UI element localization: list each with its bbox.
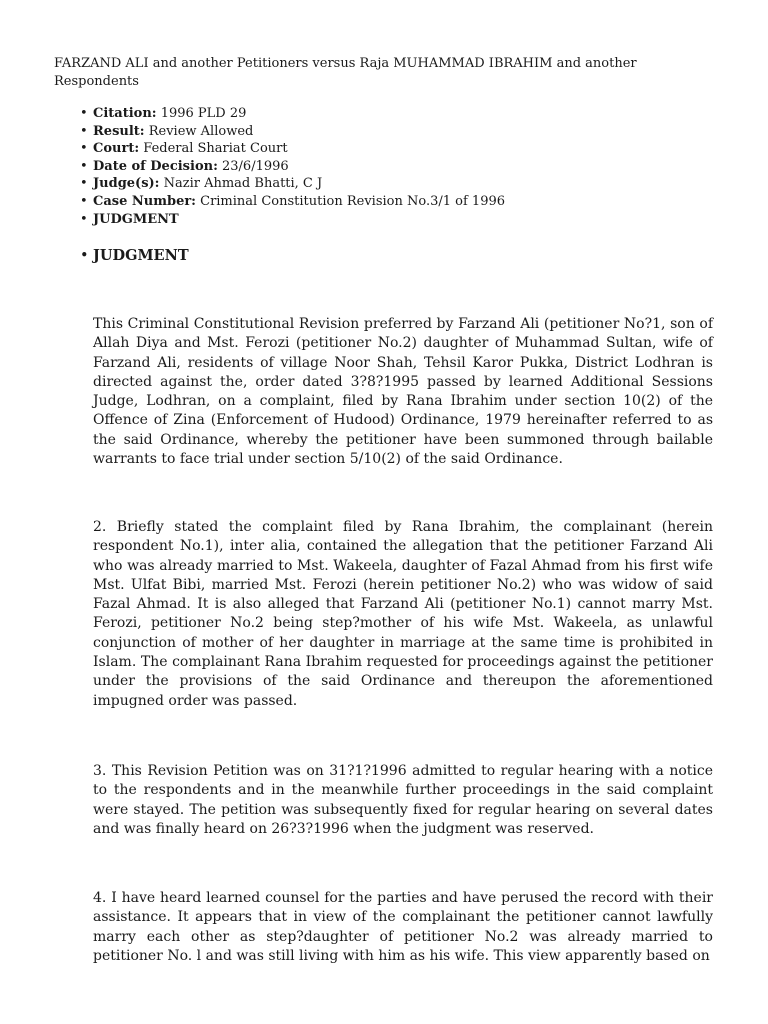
list-item [80, 193, 505, 211]
paragraph-4: 4. I have heard learned counsel for the parties and have perused the record with their assistance. It appears that in view of the complainant the petitioner cannot lawfully marry each other as step?daughter of petitioner No.2 was already married to petitioner No. l and was still living with him as his wife. This view apparently based on [93, 890, 713, 964]
case-title: FARZAND ALI and another Petitioners versus Raja MUHAMMAD IBRAHIM and another Respondents [54, 56, 637, 89]
judges-value: Nazir Ahmad Bhatti, C J [159, 176, 323, 192]
court-label: Court: [93, 141, 140, 157]
judgment-heading-text: JUDGMENT [93, 247, 189, 264]
judges-label: Judge(s): [93, 176, 160, 192]
result-value: Review Allowed [144, 123, 254, 139]
judgment-label: JUDGMENT [93, 211, 179, 227]
result-label: Result: [93, 123, 145, 139]
paragraph-2: 2. Briefly stated the complaint filed by Rana Ibrahim, the complainant (herein respondent No.1), inter alia, contained the allegation that the petitioner Farzand Ali who was already married to Mst. Wakeela, daughter of Fazal Ahmad from his first wife Mst. Ulfat Bibi, married Mst. Ferozi (herein petitioner No.2) who was widow of said Fazal Ahmad. It is also alleged that Farzand Ali (petitioner No.1) cannot marry Mst. Ferozi, petitioner No.2 being step?mother of his wife Mst. Wakeela, as unlawful conjunction of mother of her daughter in marriage at the same time is prohibited in Islam. The complainant Rana Ibrahim requested for proceedings against the petitioner under the provisions of the said Ordinance and thereupon the aforementioned impugned order was passed. [93, 519, 713, 709]
list-item [80, 140, 505, 158]
case-number-value: Criminal Constitution Revision No.3/1 of 1996 [195, 193, 506, 209]
list-item [80, 105, 505, 123]
decision-date-value: 23/6/1996 [217, 158, 289, 174]
bullet-icon: • [80, 141, 88, 157]
bullet-icon: • [80, 193, 88, 209]
bullet-icon: • [80, 158, 88, 174]
paragraph-1: This Criminal Constitutional Revision preferred by Farzand Ali (petitioner No?1, son of Allah Diya and Mst. Ferozi (petitioner No.2) daughter of Muhammad Sultan, wife of Farzand Ali, residents of village Noor Shah, Tehsil Karor Pukka, District Lodhran is directed against the, order dated 3?8?1995 passed by learned Additional Sessions Judge, Lodhran, on a complaint, filed by Rana Ibrahim under section 10(2) of the Offence of Zina (Enforcement of Hudood) Ordinance, 1979 hereinafter referred to as the said Ordinance, whereby the petitioner have been summoned through bailable warrants to face trial under section 5/10(2) of the said Ordinance. [93, 316, 713, 468]
citation-value: 1996 PLD 29 [156, 106, 247, 121]
citation-label: Citation: [93, 106, 157, 121]
case-number-label: Case Number: [93, 193, 196, 209]
decision-date-label: Date of Decision: [93, 158, 218, 174]
judgment-heading [80, 246, 189, 266]
court-value: Federal Shariat Court [139, 141, 288, 157]
list-item [80, 123, 505, 141]
case-details-list [80, 105, 505, 228]
bullet-icon: • [80, 211, 88, 227]
list-item [80, 158, 505, 176]
list-item [80, 175, 505, 193]
bullet-icon: • [80, 123, 88, 139]
bullet-icon: • [80, 106, 88, 121]
bullet-icon: • [80, 176, 88, 192]
list-item [80, 211, 505, 229]
paragraph-3: 3. This Revision Petition was on 31?1?1996 admitted to regular hearing with a notice to the respondents and in the meanwhile further proceedings in the said complaint were stayed. The petition was subsequently fixed for regular hearing on several dates and was finally heard on 26?3?1996 when the judgment was reserved. [93, 763, 713, 837]
bullet-icon: • [80, 248, 89, 264]
